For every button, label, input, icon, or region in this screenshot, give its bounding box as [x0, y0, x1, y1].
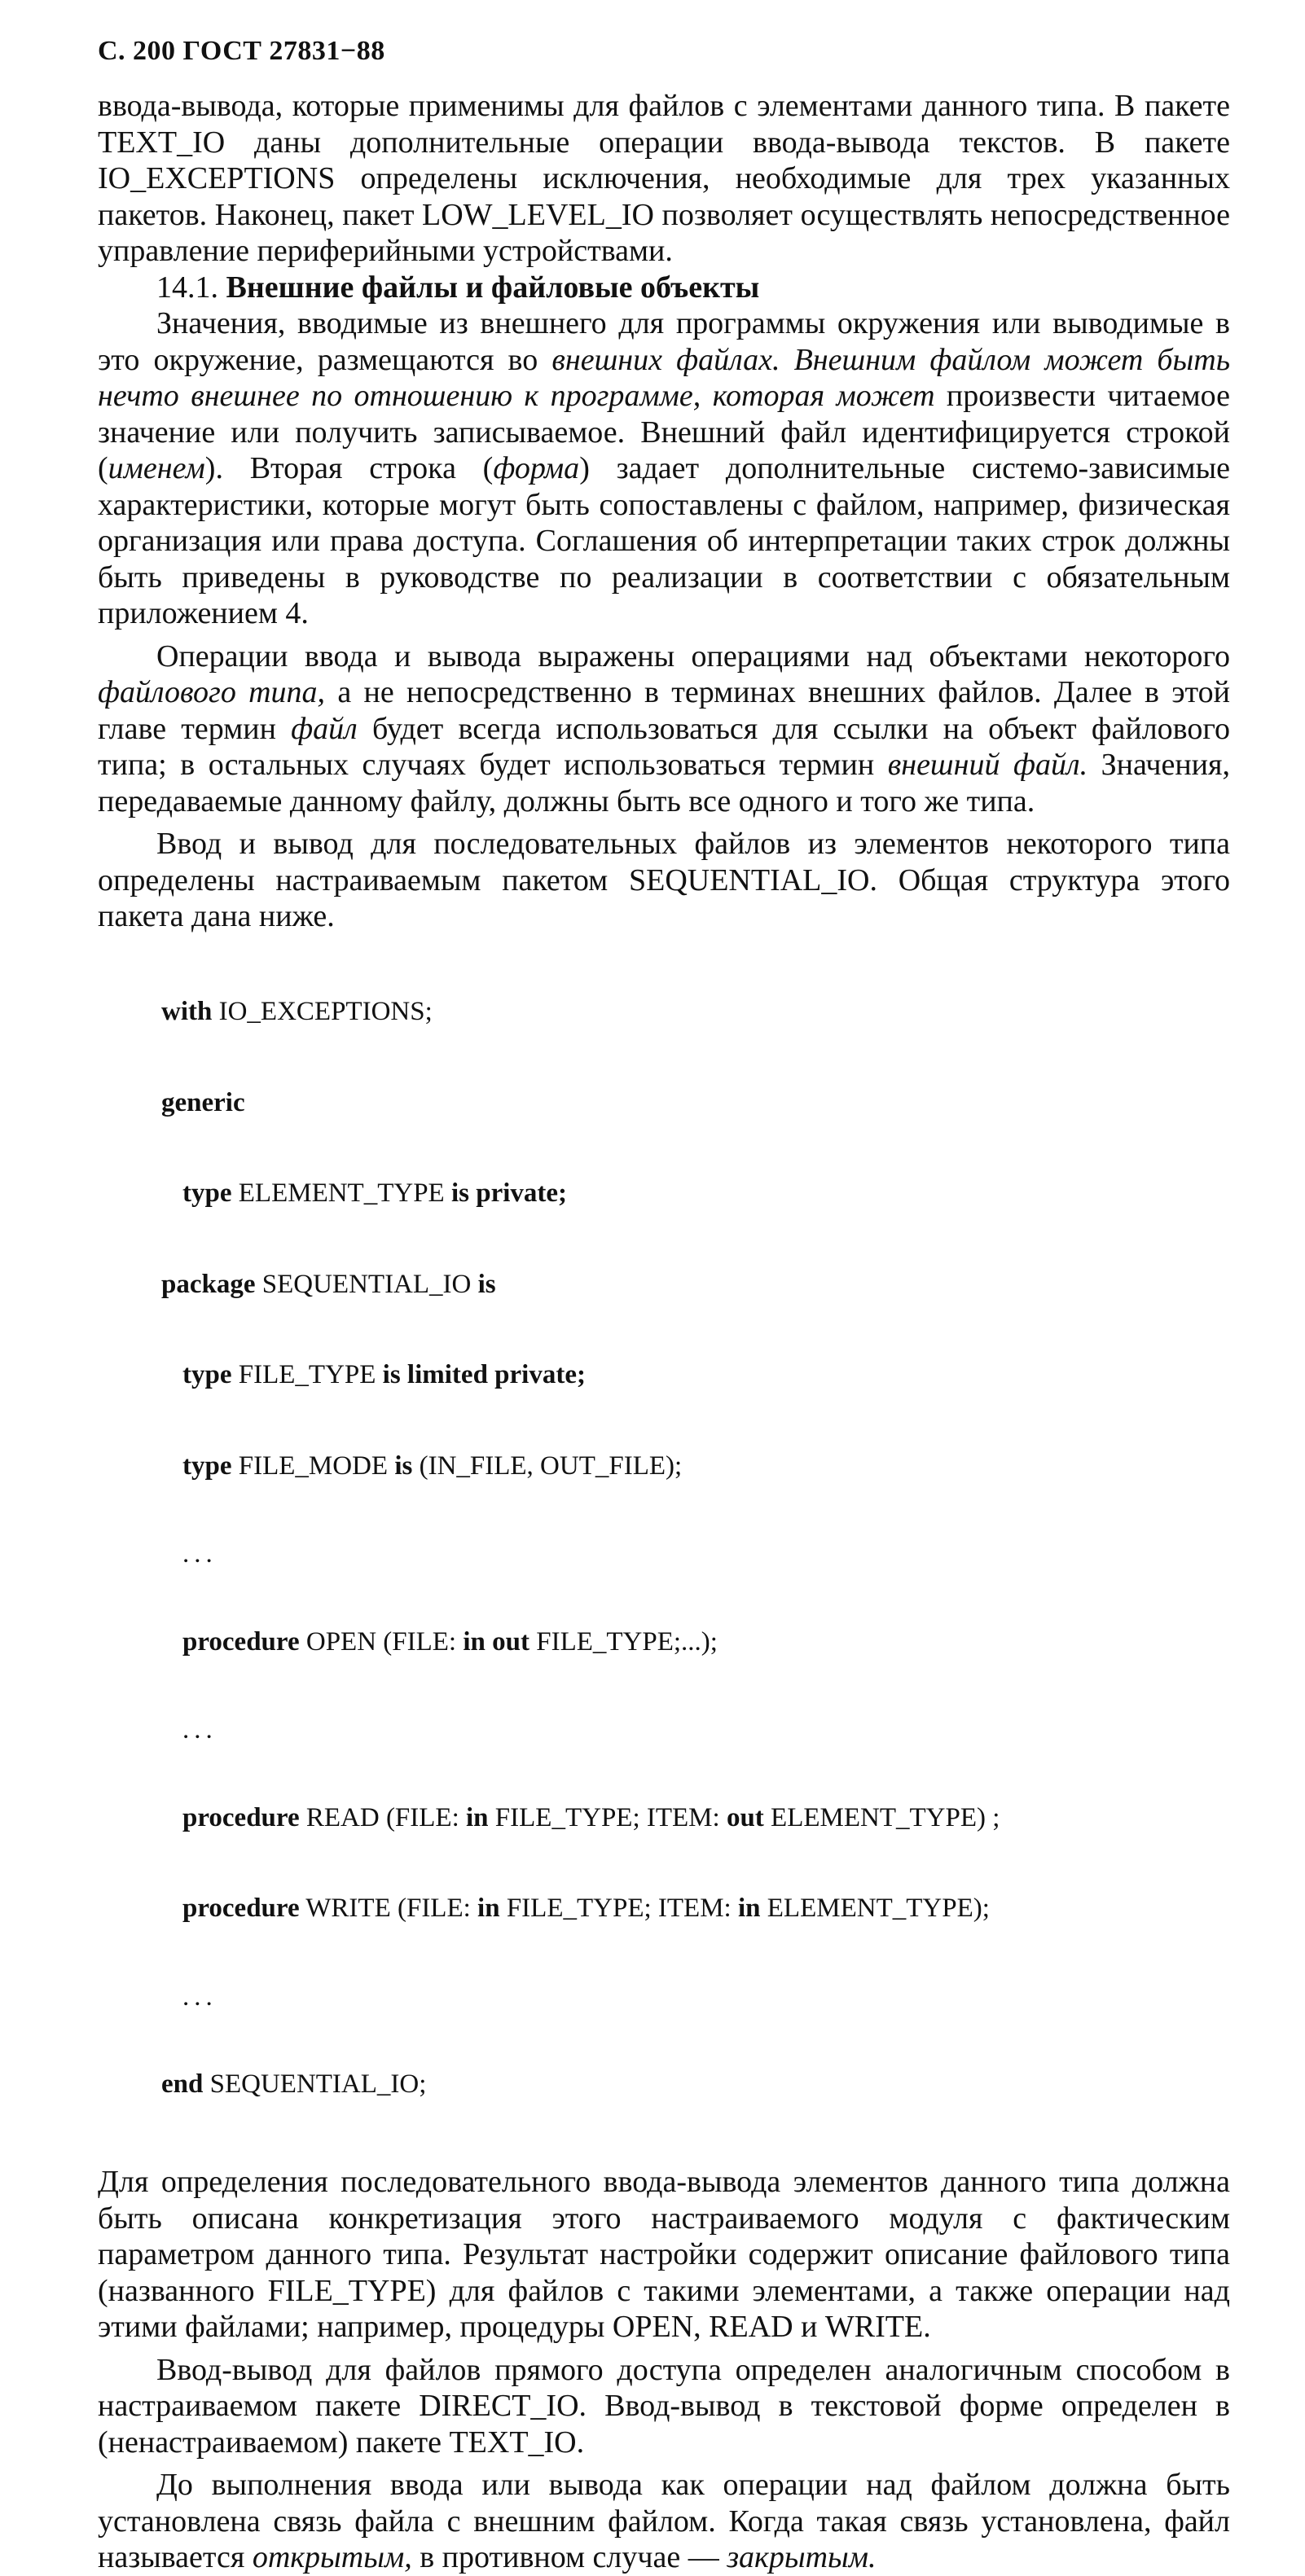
- paragraph-external-files: Значения, вводимые из внешнего для программы окружения или выводимые в это окружение, размещаются во внешних файлах. Внешним файлом может быть нечто внешнее по отношению к программе, которая может произвести читаемое значение или получить записываемое. Внешний файл идентифицируется строкой (именем). Вторая строка (форма) задает дополнительные системо-зависимые характеристики, которые могут быть сопоставлены с файлом, например, физическая организация или права доступа. Соглашения об интерпретации таких строк должны быть приведены в руководстве по реализации в соответствии с обязательным приложением 4.: [98, 306, 1230, 630]
- code-listing: [98, 937, 1230, 2161]
- section-title: Внешние файлы и файловые объекты: [226, 270, 760, 305]
- code-line: type ELEMENT_TYPE is private;: [182, 1178, 568, 1209]
- section-number: 14.1.: [156, 270, 218, 305]
- page-header: С. 200 ГОСТ 27831−88: [98, 36, 385, 66]
- paragraph-direct-io: Ввод-вывод для файлов прямого доступа определен аналогичным способом в настраиваемом пакете DIRECT_IO. Ввод-вывод в текстовой форме определен в (ненастраиваемом) пакете TEXT_IO.: [98, 2352, 1230, 2460]
- code-line: type FILE_TYPE is limited private;: [182, 1360, 586, 1390]
- document-page: [98, 33, 1230, 2576]
- paragraph-file-type: Операции ввода и вывода выражены операциями над объектами некоторого файлового типа, а не непосредственно в терминах внешних файлов. Далее в этой главе термин файл будет всегда использоваться для ссылки на объект файлового типа; в остальных случаях будет использоваться термин внешний файл. Значения, передаваемые данному файлу, должны быть все одного и того же типа.: [98, 639, 1230, 818]
- code-line: generic: [161, 1087, 245, 1117]
- code-line: with IO_EXCEPTIONS;: [161, 996, 433, 1026]
- code-line: procedure OPEN (FILE: in out FILE_TYPE;...);: [182, 1626, 718, 1657]
- section-heading: [98, 270, 1230, 306]
- code-line: procedure WRITE (FILE: in FILE_TYPE; ITEM: in ELEMENT_TYPE);: [182, 1894, 990, 1924]
- paragraph-sequential-io: Ввод и вывод для последовательных файлов из элементов некоторого типа определены настраиваемым пакетом SEQUENTIAL_IO. Общая структура этого пакета дана ниже.: [98, 827, 1230, 933]
- code-line: procedure READ (FILE: in FILE_TYPE; ITEM: out ELEMENT_TYPE) ;: [182, 1802, 1000, 1832]
- intro-paragraph: ввода-вывода, которые применимы для файлов с элементами данного типа. В пакете TEXT_IO даны дополнительные операции ввода-вывода текстов. В пакете IO_EXCEPTIONS определены исключения, необходимые для трех указанных пакетов. Наконец, пакет LOW_LEVEL_IO позволяет осуществлять непосредственное управление периферийными устройствами.: [98, 89, 1230, 268]
- code-line: type FILE_MODE is (IN_FILE, OUT_FILE);: [182, 1450, 683, 1481]
- paragraph-open-close: До выполнения ввода или вывода как операции над файлом должна быть установлена связь файла с внешним файлом. Когда такая связь установлена, файл называется открытым, в противном случае — закрытым.: [98, 2468, 1230, 2575]
- code-ellipsis: ...: [182, 1982, 218, 2012]
- code-ellipsis: ...: [182, 1539, 218, 1569]
- paragraph-instantiation: Для определения последовательного ввода-вывода элементов данного типа должна быть описана конкретизация этого настраиваемого модуля с фактическим параметром данного типа. Результат настройки содержит описание файлового типа (названного FILE_TYPE) для файлов с такими элементами, а также операции над этими файлами; например, процедуры OPEN, READ и WRITE.: [98, 2165, 1230, 2345]
- code-ellipsis: ...: [182, 1715, 218, 1745]
- code-line: end SEQUENTIAL_IO;: [161, 2069, 427, 2100]
- code-line: package SEQUENTIAL_IO is: [161, 1269, 496, 1299]
